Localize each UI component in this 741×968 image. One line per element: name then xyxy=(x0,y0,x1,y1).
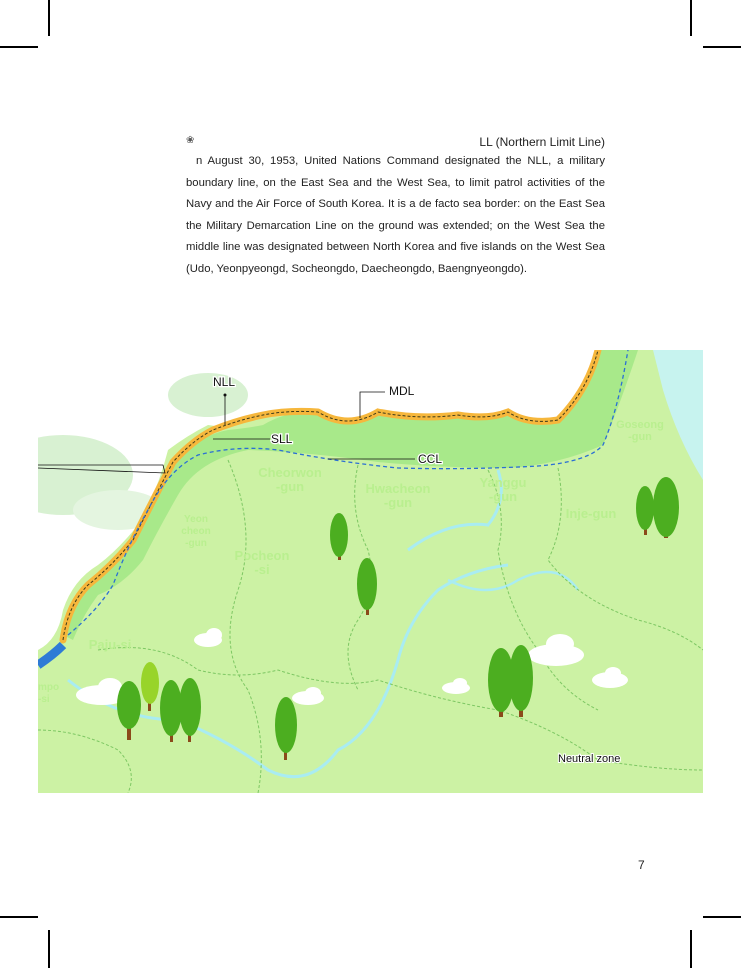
crop-mark xyxy=(0,46,38,48)
region-paju: Paju-si xyxy=(88,637,132,652)
flower-icon: ❀ xyxy=(186,135,195,146)
nll-section xyxy=(186,131,605,280)
region-cheorwon: Cheorwon -gun xyxy=(258,465,322,494)
region-yeoncheon: Yeon cheon -gun xyxy=(181,514,211,549)
crop-mark xyxy=(0,916,38,918)
region-inje: Inje-gun xyxy=(565,506,617,521)
section-title: LL (Northern Limit Line) xyxy=(479,135,605,149)
mountain xyxy=(168,373,248,417)
label-mdl: MDL xyxy=(389,384,415,398)
crop-mark xyxy=(703,46,741,48)
region-goseong: Goseong -gun xyxy=(616,419,664,443)
region-gimpo: mpo -si xyxy=(38,682,60,705)
label-nll: NLL xyxy=(213,375,236,389)
section-body: n August 30, 1953, United Nations Command designated the NLL, a military boundary line, on the East Sea and the West Sea, to limit patrol activities of the Navy and the Air Force of South Korea. It is a de facto sea border: on the East Sea the Military Demarcation Line on the ground was extended; on the West Sea the middle line was designated between North Korea and five islands on the West Sea (Udo, Yeonpyeongd, Socheongdo, Daecheongdo, Baengnyeongdo). xyxy=(186,155,605,275)
crop-mark xyxy=(48,0,50,36)
section-heading xyxy=(186,131,605,151)
region-hwacheon: Hwacheon -gun xyxy=(365,481,431,510)
legend-neutral-zone: Neutral zone xyxy=(558,753,621,765)
label-sll: SLL xyxy=(271,432,293,446)
label-ccl: CCL xyxy=(418,452,443,466)
crop-mark xyxy=(690,930,692,968)
dmz-map xyxy=(38,350,703,793)
crop-mark xyxy=(703,916,741,918)
region-pocheon: Pocheon -si xyxy=(234,548,290,577)
page-number: 7 xyxy=(638,858,645,872)
region-yanggu: Yanggu -gun xyxy=(479,475,527,504)
crop-mark xyxy=(690,0,692,36)
crop-mark xyxy=(48,930,50,968)
leader-dot xyxy=(224,394,227,397)
